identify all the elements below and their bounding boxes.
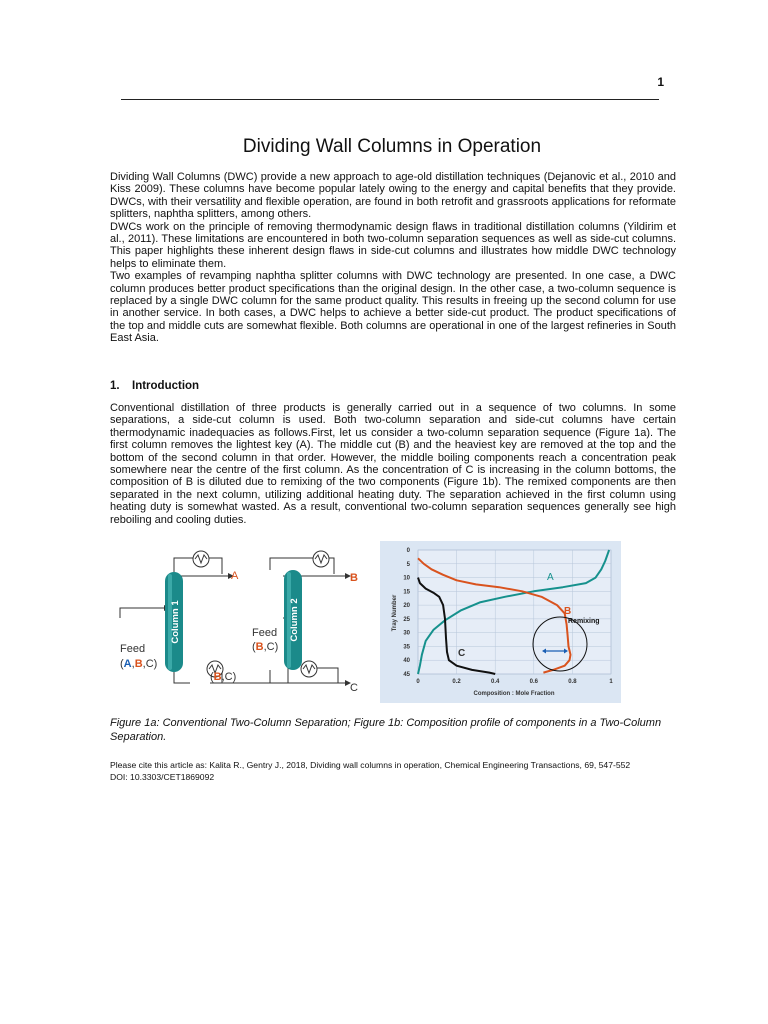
citation — [110, 760, 676, 783]
series-b-label: B — [564, 606, 572, 617]
feed-1-label: Feed — [120, 643, 146, 655]
paper-title: Dividing Wall Columns in Operation — [242, 136, 542, 157]
column-2-label: Column 2 — [289, 598, 300, 642]
section-number: 1. — [110, 380, 120, 392]
abstract-paragraph-1: Dividing Wall Columns (DWC) provide a new approach to age-old distillation techniques (Dejanovic et al., 2010 and Kiss 2009). These columns have become popular lately owing to the energy and capital benefits that they provide. DWCs, with their versatility and flexible operation, are found in both retrofit and grassroots applications for reformate splitters, naphtha splitters, among others. — [110, 171, 676, 221]
figure-1b-chart — [380, 541, 621, 703]
citation-line-1: Please cite this article as: Kalita R., Gentry J., 2018, Dividing wall columns in operation, Chemical Engineering Transactions, 69, 547-552 — [110, 760, 631, 770]
y-axis-label: Tray Number — [392, 594, 398, 632]
y-tick-label: 40 — [403, 658, 410, 665]
y-tick-label: 5 — [406, 561, 410, 568]
feed-1-components: (A,B,C) — [120, 658, 158, 670]
figure-1a-diagram — [110, 550, 372, 700]
series-c-label: C — [458, 648, 466, 659]
citation-doi: DOI: 10.3303/CET1869092 — [110, 771, 215, 782]
introduction-paragraph: Conventional distillation of three products is generally carried out in a sequence of two columns. In some separations, a side-cut column is used. Both two-column separation and side-cut columns have certain thermodynamic inadequacies as follows.First, let us consider a two-column separation sequence (Figure 1a). The first column removes the lightest key (A). The middle cut (B) and the heaviest key are removed at the top and the bottom of the second column in that order. However, the middle boiling components reach a concentration peak somewhere near the centre of the first column. As the concentration of C is increasing in the column bottoms, the composition of B is diluted due to remixing of the two components (Figure 1b). The remixed components are then separated in the next column, utilizing additional heating duty. The separation achieved in the first column using heating duty is somewhat wasted. As a result, conventional two-column separation sequences generally see high reboiling and cooling duties. — [110, 402, 676, 526]
condenser-1-icon — [193, 551, 209, 567]
abstract-paragraph-2: DWCs work on the principle of removing thermodynamic design flaws in traditional distillation columns (Yildirim et al., 2011). These limitations are encountered in both two-column separation sequences as well as side-cut columns. This paper highlights these inherent design flaws in side-cut columns and illustrates how middle DWC technology helps to eliminate them. — [110, 220, 676, 270]
x-tick-label: 0.8 — [568, 679, 577, 685]
bottoms-bc-label: (B,C) — [210, 671, 237, 683]
product-a-label: A — [231, 570, 239, 582]
column-1-label: Column 1 — [170, 600, 181, 644]
page-number: 1 — [657, 75, 664, 89]
section-heading — [110, 380, 199, 392]
y-tick-label: 10 — [403, 575, 410, 582]
section-title: Introduction — [132, 380, 200, 392]
y-tick-label: 35 — [403, 644, 410, 651]
x-tick-label: 0.6 — [529, 679, 538, 685]
y-tick-label: 30 — [403, 630, 410, 637]
abstract-paragraph-3: Two examples of revamping naphtha splitter columns with DWC technology are presented. In one case, a DWC column produces better product specifications than the original design. In the other case, a two-column sequence is replaced by a single DWC column for the same product quality. This results in freeing up the second column for use in another service. In both cases, a DWC helps to achieve a better side-cut product. The product specifications of the top and middle cuts are somewhat flexible. Both columns are operational in one of the largest refineries in South East Asia. — [110, 270, 676, 345]
y-tick-label: 15 — [403, 589, 410, 596]
introduction-text — [110, 402, 676, 526]
x-axis-label: Composition : Mole Fraction — [473, 691, 555, 697]
condenser-2-icon — [313, 551, 329, 567]
y-tick-label: 0 — [406, 548, 410, 554]
x-tick-label: 0 — [416, 679, 420, 685]
series-a-label: A — [547, 572, 554, 583]
product-c-label: C — [350, 682, 358, 694]
abstract — [110, 171, 676, 345]
product-b-label: B — [350, 572, 358, 584]
x-tick-label: 1 — [609, 679, 613, 685]
reboiler-2-icon — [301, 661, 317, 677]
figure-caption: Figure 1a: Conventional Two-Column Separation; Figure 1b: Composition profile of components in a Two-Column Separation. — [110, 717, 662, 743]
feed-2-components: (B,C) — [252, 641, 279, 653]
feed-2-label: Feed — [252, 627, 278, 639]
x-tick-label: 0.4 — [491, 679, 500, 685]
remixing-label: Remixing — [568, 618, 600, 625]
y-tick-label: 45 — [403, 672, 410, 678]
header-rule — [121, 99, 659, 100]
y-tick-label: 20 — [403, 603, 410, 610]
y-tick-label: 25 — [403, 616, 410, 623]
x-tick-label: 0.2 — [452, 679, 461, 685]
